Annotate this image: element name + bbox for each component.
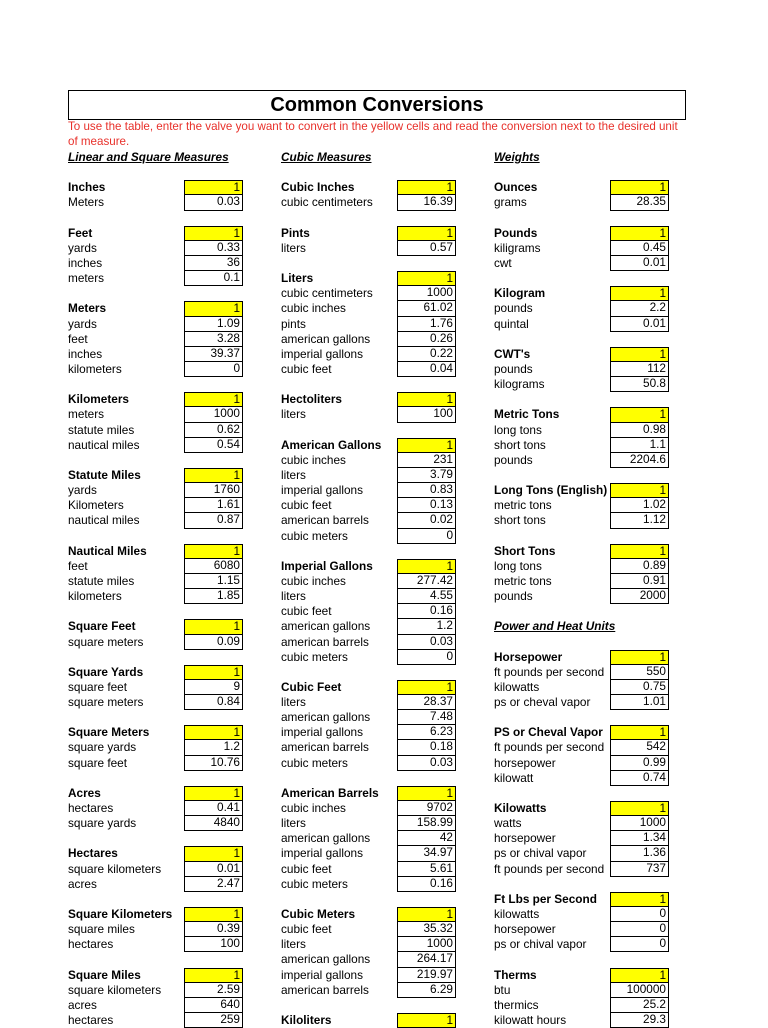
unit-label: watts [494,816,522,831]
unit-label: american gallons [281,952,371,967]
unit-label: statute miles [68,422,135,437]
unit-label: Kilowatts [494,801,547,816]
unit-label: kilometers [68,361,122,376]
unit-label: American Barrels [281,785,379,800]
unit-label: Cubic Feet [281,679,342,694]
result-cell: 0 [610,922,669,937]
result-cell: 0 [397,650,456,665]
result-cell: 0.98 [610,423,669,438]
unit-label: nautical miles [68,437,140,452]
unit-label: kilowatt hours [494,1013,567,1028]
unit-label: short tons [494,513,546,528]
result-cell: 61.02 [397,301,456,316]
unit-label: kilograms [494,377,545,392]
unit-label: square feet [68,679,128,694]
result-cell: 231 [397,453,456,468]
unit-label: ft pounds per second [494,861,605,876]
result-cell: 5.61 [397,862,456,877]
unit-label: imperial gallons [281,346,363,361]
unit-label: Long Tons (English) [494,483,608,498]
result-cell: 3.28 [184,332,243,347]
page-title: Common Conversions [68,90,686,120]
result-cell: 0.18 [397,740,456,755]
result-cell: 0.99 [610,756,669,771]
input-cell[interactable]: 1 [397,786,456,801]
result-cell: 0.01 [610,317,669,332]
unit-label: imperial gallons [281,483,363,498]
input-cell[interactable]: 1 [610,801,669,816]
result-cell: 0.13 [397,498,456,513]
unit-label: ps or cheval vapor [494,695,591,710]
unit-label: liters [281,937,306,952]
category-label: Cubic Measures [281,150,372,164]
result-cell: 0.03 [397,635,456,650]
result-cell: 1000 [397,937,456,952]
unit-label: cubic centimeters [281,286,373,301]
result-cell: 0.57 [397,241,456,256]
unit-label: american barrels [281,513,369,528]
input-cell[interactable]: 1 [610,347,669,362]
unit-label: square meters [68,634,144,649]
unit-label: horsepower [494,922,556,937]
unit-label: inches [68,255,103,270]
unit-label: imperial gallons [281,967,363,982]
result-cell: 158.99 [397,816,456,831]
result-cell: 1.2 [184,740,243,755]
unit-label: ps or chival vapor [494,846,587,861]
result-cell: 1000 [184,407,243,422]
input-cell[interactable]: 1 [184,301,243,316]
unit-label: liters [281,589,306,604]
unit-label: liters [281,240,306,255]
result-cell: 0.09 [184,635,243,650]
unit-label: Hectares [68,846,118,861]
unit-label: square kilometers [68,861,162,876]
result-cell: 9702 [397,801,456,816]
unit-label: Cubic Meters [281,907,356,922]
unit-label: Square Meters [68,725,150,740]
result-cell: 0.04 [397,362,456,377]
input-cell[interactable]: 1 [610,725,669,740]
result-cell: 4840 [184,816,243,831]
input-cell[interactable]: 1 [397,680,456,695]
unit-label: kiligrams [494,240,541,255]
result-cell: 2000 [610,589,669,604]
unit-label: liters [281,695,306,710]
result-cell: 0.74 [610,771,669,786]
unit-label: Kilometers [68,498,124,513]
unit-label: pounds [494,452,533,467]
result-cell: 0.16 [397,877,456,892]
unit-label: hectares [68,1013,114,1028]
input-cell[interactable]: 1 [184,619,243,634]
unit-label: acres [68,876,97,891]
result-cell: 0.1 [184,271,243,286]
input-cell[interactable]: 1 [610,892,669,907]
unit-label: imperial gallons [281,846,363,861]
input-cell[interactable]: 1 [184,226,243,241]
result-cell: 0.89 [610,559,669,574]
unit-label: Pounds [494,225,538,240]
result-cell: 0.62 [184,423,243,438]
unit-label: cubic inches [281,801,346,816]
unit-label: kilowatts [494,679,540,694]
unit-label: pints [281,316,306,331]
unit-label: long tons [494,422,542,437]
result-cell: 0.87 [184,513,243,528]
result-cell: 0 [610,937,669,952]
input-cell[interactable]: 1 [184,544,243,559]
result-cell: 542 [610,740,669,755]
result-cell: 4.55 [397,589,456,604]
input-cell[interactable]: 1 [610,286,669,301]
unit-label: cubic feet [281,861,332,876]
unit-label: btu [494,982,511,997]
unit-label: metric tons [494,573,552,588]
result-cell: 0 [184,362,243,377]
result-cell: 112 [610,362,669,377]
unit-label: american gallons [281,710,371,725]
unit-label: feet [68,331,88,346]
unit-label: square miles [68,922,135,937]
unit-label: Meters [68,195,105,210]
unit-label: grams [494,195,527,210]
unit-label: ps or chival vapor [494,937,587,952]
unit-label: short tons [494,437,546,452]
result-cell: 50.8 [610,377,669,392]
instructions-text: To use the table, enter the valve you want to convert in the yellow cells and read the conversion next to the desired unit of measure. [68,120,678,148]
unit-label: liters [281,407,306,422]
unit-label: cubic feet [281,604,332,619]
unit-label: american barrels [281,740,369,755]
result-cell: 737 [610,862,669,877]
input-cell[interactable]: 1 [184,846,243,861]
result-cell: 2.59 [184,983,243,998]
result-cell: 16.39 [397,195,456,210]
unit-label: acres [68,997,97,1012]
result-cell: 1.36 [610,846,669,861]
category-label: Linear and Square Measures [68,150,229,164]
result-cell: 0.01 [184,862,243,877]
result-cell: 9 [184,680,243,695]
unit-label: American Gallons [281,437,382,452]
result-cell: 0.02 [397,513,456,528]
unit-label: cubic feet [281,498,332,513]
input-cell[interactable]: 1 [184,392,243,407]
result-cell: 0.03 [184,195,243,210]
result-cell: 1.09 [184,317,243,332]
unit-label: Ft Lbs per Second [494,891,597,906]
unit-label: yards [68,483,97,498]
unit-label: meters [68,407,105,422]
unit-label: Therms [494,967,537,982]
result-cell: 0.33 [184,241,243,256]
result-cell: 1000 [397,286,456,301]
unit-label: cubic feet [281,922,332,937]
result-cell: 0.01 [610,256,669,271]
unit-label: feet [68,558,88,573]
unit-label: Cubic Inches [281,180,355,195]
unit-label: imperial gallons [281,725,363,740]
result-cell: 3.79 [397,468,456,483]
unit-label: Liters [281,271,314,286]
unit-label: cwt [494,255,512,270]
result-cell: 34.97 [397,846,456,861]
unit-label: metric tons [494,498,552,513]
unit-label: thermics [494,997,539,1012]
unit-label: ft pounds per second [494,664,605,679]
input-cell[interactable]: 1 [610,483,669,498]
unit-label: Square Yards [68,664,144,679]
result-cell: 100 [184,937,243,952]
result-cell: 1.02 [610,498,669,513]
unit-label: CWT's [494,346,531,361]
result-cell: 6.23 [397,725,456,740]
input-cell[interactable]: 1 [397,438,456,453]
unit-label: Imperial Gallons [281,558,373,573]
unit-label: Kilogram [494,286,546,301]
result-cell: 2204.6 [610,453,669,468]
unit-label: statute miles [68,573,135,588]
result-cell: 1000 [610,816,669,831]
unit-label: long tons [494,558,542,573]
unit-label: square kilometers [68,982,162,997]
result-cell: 1.01 [610,695,669,710]
unit-label: quintal [494,316,529,331]
unit-label: american barrels [281,634,369,649]
unit-label: hectares [68,801,114,816]
result-cell: 10.76 [184,756,243,771]
input-cell[interactable]: 1 [397,180,456,195]
input-cell[interactable]: 1 [397,907,456,922]
unit-label: american gallons [281,831,371,846]
input-cell[interactable]: 1 [397,226,456,241]
unit-label: cubic feet [281,361,332,376]
input-cell[interactable]: 1 [610,968,669,983]
input-cell[interactable]: 1 [610,180,669,195]
input-cell[interactable]: 1 [397,1013,456,1028]
result-cell: 1.1 [610,438,669,453]
category-label: Weights [494,150,540,164]
result-cell: 1.85 [184,589,243,604]
unit-label: square yards [68,740,137,755]
result-cell: 1760 [184,483,243,498]
unit-label: american barrels [281,982,369,997]
unit-label: liters [281,816,306,831]
input-cell[interactable]: 1 [610,650,669,665]
result-cell: 0.39 [184,922,243,937]
result-cell: 25.2 [610,998,669,1013]
result-cell: 100 [397,407,456,422]
unit-label: liters [281,467,306,482]
unit-label: yards [68,316,97,331]
unit-label: ft pounds per second [494,740,605,755]
input-cell[interactable]: 1 [184,907,243,922]
result-cell: 42 [397,831,456,846]
result-cell: 29.3 [610,1013,669,1028]
unit-label: Kiloliters [281,1013,332,1028]
result-cell: 100000 [610,983,669,998]
input-cell[interactable]: 1 [397,271,456,286]
unit-label: Ounces [494,180,538,195]
result-cell: 35.32 [397,922,456,937]
input-cell[interactable]: 1 [184,786,243,801]
unit-label: cubic inches [281,452,346,467]
result-cell: 219.97 [397,968,456,983]
result-cell: 0.75 [610,680,669,695]
result-cell: 1.12 [610,513,669,528]
unit-label: cubic meters [281,528,348,543]
unit-label: cubic meters [281,649,348,664]
result-cell: 0.22 [397,347,456,362]
result-cell: 7.48 [397,710,456,725]
input-cell[interactable]: 1 [610,226,669,241]
result-cell: 264.17 [397,952,456,967]
unit-label: yards [68,240,97,255]
unit-label: Feet [68,225,93,240]
result-cell: 1.61 [184,498,243,513]
category-label: Power and Heat Units [494,619,616,634]
unit-label: american gallons [281,619,371,634]
result-cell: 6080 [184,559,243,574]
unit-label: horsepower [494,831,556,846]
input-cell[interactable]: 1 [397,559,456,574]
unit-label: square feet [68,755,128,770]
result-cell: 640 [184,998,243,1013]
result-cell: 0.16 [397,604,456,619]
result-cell: 2.2 [610,301,669,316]
result-cell: 259 [184,1013,243,1028]
result-cell: 6.29 [397,983,456,998]
input-cell[interactable]: 1 [184,968,243,983]
result-cell: 550 [610,665,669,680]
unit-label: cubic centimeters [281,195,373,210]
unit-label: cubic inches [281,301,346,316]
result-cell: 0.03 [397,756,456,771]
unit-label: meters [68,271,105,286]
unit-label: nautical miles [68,513,140,528]
result-cell: 0.45 [610,241,669,256]
result-cell: 0.41 [184,801,243,816]
unit-label: Square Miles [68,967,141,982]
unit-label: Square Kilometers [68,907,173,922]
result-cell: 0.54 [184,438,243,453]
unit-label: pounds [494,301,533,316]
result-cell: 0.84 [184,695,243,710]
unit-label: horsepower [494,755,556,770]
unit-label: kilometers [68,589,122,604]
unit-label: Square Feet [68,619,136,634]
result-cell: 36 [184,256,243,271]
unit-label: pounds [494,589,533,604]
result-cell: 28.37 [397,695,456,710]
result-cell: 1.15 [184,574,243,589]
unit-label: Kilometers [68,392,129,407]
unit-label: square meters [68,695,144,710]
result-cell: 0.83 [397,483,456,498]
unit-label: Metric Tons [494,407,560,422]
unit-label: Short Tons [494,543,556,558]
unit-label: cubic meters [281,876,348,891]
result-cell: 0.26 [397,332,456,347]
unit-label: cubic inches [281,573,346,588]
result-cell: 28.35 [610,195,669,210]
result-cell: 39.37 [184,347,243,362]
unit-label: Acres [68,785,101,800]
input-cell[interactable]: 1 [184,180,243,195]
input-cell[interactable]: 1 [610,544,669,559]
unit-label: Nautical Miles [68,543,147,558]
unit-label: kilowatt [494,770,534,785]
unit-label: Statute Miles [68,467,141,482]
result-cell: 0 [397,529,456,544]
unit-label: kilowatts [494,907,540,922]
input-cell[interactable]: 1 [184,725,243,740]
input-cell[interactable]: 1 [397,392,456,407]
unit-label: hectares [68,937,114,952]
result-cell: 1.76 [397,317,456,332]
unit-label: inches [68,346,103,361]
unit-label: pounds [494,361,533,376]
unit-label: Meters [68,301,107,316]
result-cell: 1.2 [397,619,456,634]
input-cell[interactable]: 1 [610,407,669,422]
unit-label: Pints [281,225,310,240]
input-cell[interactable]: 1 [184,468,243,483]
unit-label: Hectoliters [281,392,342,407]
unit-label: cubic meters [281,755,348,770]
result-cell: 1.34 [610,831,669,846]
unit-label: american gallons [281,331,371,346]
result-cell: 277.42 [397,574,456,589]
result-cell: 0.91 [610,574,669,589]
result-cell: 2.47 [184,877,243,892]
input-cell[interactable]: 1 [184,665,243,680]
unit-label: Inches [68,180,106,195]
unit-label: square yards [68,816,137,831]
unit-label: Horsepower [494,649,563,664]
unit-label: PS or Cheval Vapor [494,725,603,740]
result-cell: 0 [610,907,669,922]
